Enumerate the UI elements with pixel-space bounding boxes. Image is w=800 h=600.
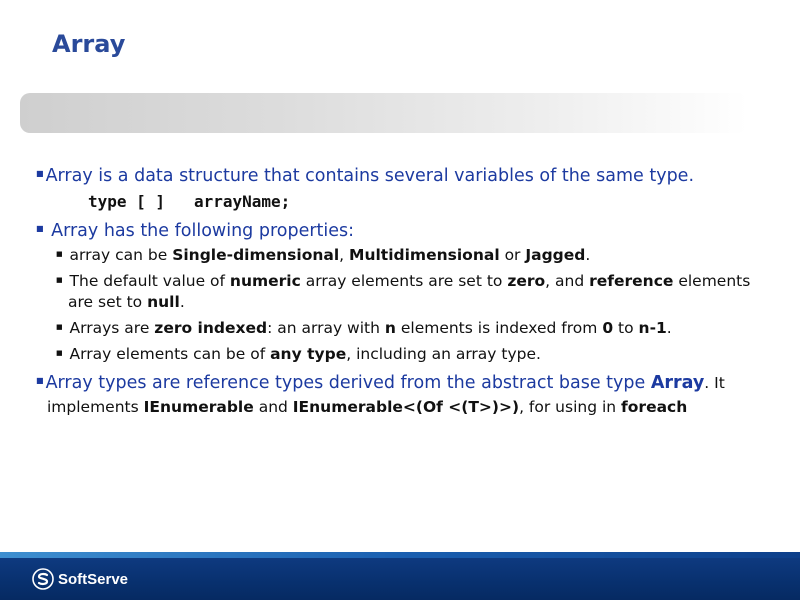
title-divider-bar (20, 93, 748, 133)
square-bullet-icon: ■ (36, 169, 44, 178)
bullet-properties: ■ Array has the following properties: (36, 221, 355, 241)
bullet-array-definition: ■ Array is a data structure that contains several variables of the same type. (36, 166, 695, 186)
slide-content (36, 162, 756, 420)
square-bullet-icon: ■ (56, 323, 63, 331)
code-syntax-line: type [ ] arrayName; (88, 192, 291, 211)
square-bullet-icon: ■ (36, 224, 44, 233)
sub-bullet-default-values: ■ The default value of numeric array elements are set to zero, and reference elements are set to null. (56, 272, 751, 311)
square-bullet-icon: ■ (56, 250, 63, 258)
softserve-s-logo-icon (32, 568, 54, 590)
slide-title: Array (52, 30, 126, 58)
sub-bullet-zero-indexed: ■ Arrays are zero indexed: an array with n elements is indexed from 0 to n-1. (56, 319, 672, 337)
square-bullet-icon: ■ (56, 276, 63, 284)
square-bullet-icon: ■ (36, 376, 44, 385)
bullet-array-types: ■ Array types are reference types derived from the abstract base type Array. It implements IEnumerable and IEnumerable<(Of <(T>)>), for using in foreach (36, 373, 725, 416)
sub-bullet-dimensions: ■ array can be Single-dimensional, Multidimensional or Jagged. (56, 246, 591, 264)
square-bullet-icon: ■ (56, 349, 63, 357)
sub-bullet-any-type: ■ Array elements can be of any type, including an array type. (56, 345, 541, 363)
brand-name: SoftServe (58, 570, 129, 588)
footer-brand (32, 566, 128, 592)
